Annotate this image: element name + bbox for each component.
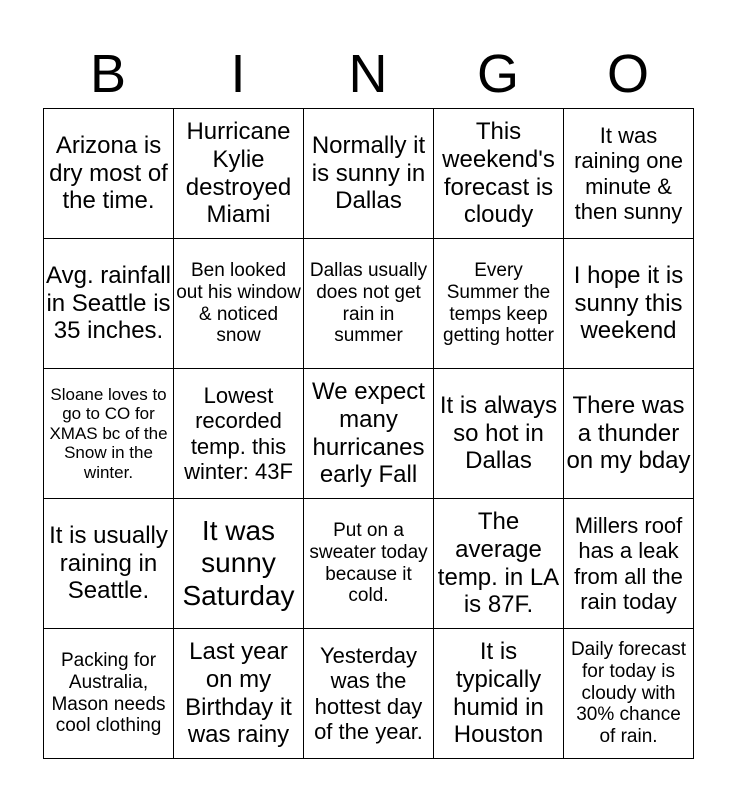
bingo-cell[interactable]: Ben looked out his window & noticed snow [174,239,304,369]
header-letter-g: G [476,44,519,104]
bingo-cell[interactable]: Packing for Australia, Mason needs cool clothing [44,629,174,759]
bingo-cell[interactable]: Dallas usually does not get rain in summer [304,239,434,369]
bingo-cell[interactable]: Millers roof has a leak from all the rain today [564,499,694,629]
header-letter-b: B [89,44,127,104]
bingo-cell[interactable]: There was a thunder on my bday [564,369,694,499]
bingo-cell[interactable]: Put on a sweater today because it cold. [304,499,434,629]
bingo-cell[interactable]: Avg. rainfall in Seattle is 35 inches. [44,239,174,369]
bingo-cell[interactable]: Sloane loves to go to CO for XMAS bc of the Snow in the winter. [44,369,174,499]
board-row [44,629,694,759]
bingo-cell[interactable]: Daily forecast for today is cloudy with 30% chance of rain. [564,629,694,759]
bingo-cell[interactable]: It is typically humid in Houston [434,629,564,759]
board-row [44,369,694,499]
bingo-cell[interactable]: This weekend's forecast is cloudy [434,109,564,239]
board-row [44,109,694,239]
bingo-cell[interactable]: The average temp. in LA is 87F. [434,499,564,629]
header-letter-i: I [230,44,246,104]
bingo-cell[interactable]: Normally it is sunny in Dallas [304,109,434,239]
bingo-cell[interactable]: We expect many hurricanes early Fall [304,369,434,499]
board-row [44,499,694,629]
header-letter-n: N [348,44,388,104]
bingo-cell[interactable]: Hurricane Kylie destroyed Miami [174,109,304,239]
bingo-cell[interactable]: Last year on my Birthday it was rainy [174,629,304,759]
bingo-cell[interactable]: Yesterday was the hottest day of the year. [304,629,434,759]
bingo-header [43,40,693,108]
bingo-cell[interactable]: It is always so hot in Dallas [434,369,564,499]
board-row [44,239,694,369]
header-letter-o: O [606,44,649,104]
bingo-cell[interactable]: Every Summer the temps keep getting hotter [434,239,564,369]
bingo-cell[interactable]: Arizona is dry most of the time. [44,109,174,239]
bingo-cell[interactable]: It was sunny Saturday [174,499,304,629]
bingo-cell[interactable]: It was raining one minute & then sunny [564,109,694,239]
bingo-board [43,108,694,759]
bingo-cell[interactable]: It is usually raining in Seattle. [44,499,174,629]
bingo-cell[interactable]: I hope it is sunny this weekend [564,239,694,369]
bingo-cell[interactable]: Lowest recorded temp. this winter: 43F [174,369,304,499]
